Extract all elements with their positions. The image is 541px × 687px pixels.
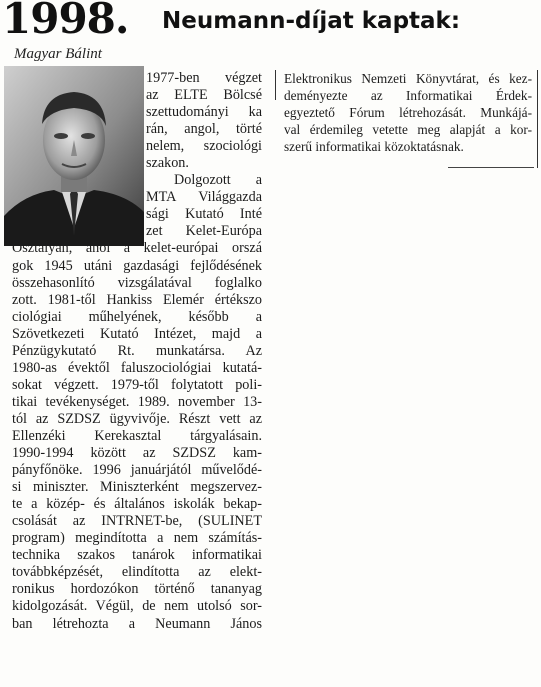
text-line: Ellenzéki Kerekasztal tárgyalásain. <box>12 427 262 444</box>
column-divider <box>275 70 276 100</box>
headline-title: Neumann-díjat kaptak: <box>162 8 461 34</box>
text-line: szettudományi ka <box>146 104 262 121</box>
text-line: az ELTE Bölcsé <box>146 87 262 104</box>
headline <box>0 0 541 44</box>
text-line: ronikus hordozókon történő tananyag <box>12 581 262 598</box>
article-column-1 <box>0 70 262 633</box>
text-line: si miniszter. Miniszterként megszervez- <box>12 479 262 496</box>
text-line: szerű informatikai közoktatásnak. <box>284 139 464 155</box>
text-line: MTA Világgazda <box>146 189 262 206</box>
text-line: te a közép- és általános iskolák bekap- <box>12 496 262 513</box>
text-line: Dolgozott a <box>174 172 262 189</box>
text-line: 1990-1994 között az SZDSZ kam- <box>12 445 262 462</box>
text-line: rán, angol, törté <box>146 121 262 138</box>
text-line: továbbképzését, elindította az elekt- <box>12 564 262 581</box>
text-line: gok 1945 utáni gazdasági fejlődésének <box>12 257 262 274</box>
text-line: 1980-as évektől faluszociológiai kutatá- <box>12 359 262 376</box>
author-name: Magyar Bálint <box>14 46 102 62</box>
text-line: Szövetkezeti Kutató Intézet, majd a <box>12 325 262 342</box>
text-line: Pénzügykutató Rt. munkatársa. Az <box>12 342 262 359</box>
text-line: kidolgozását. Végül, de nem utolsó sor- <box>12 598 262 615</box>
text-line: nelem, szociológi <box>146 138 262 155</box>
text-line: technika szakos tanárok informatikai <box>12 547 262 564</box>
text-line: tikai tevékenységet. 1989. november 13- <box>12 393 262 410</box>
text-line: tól az SZDSZ ügyvivője. Részt vett az <box>12 410 262 427</box>
text-line: pányfőnöke. 1996 januárjától művelődé- <box>12 462 262 479</box>
text-line: szakon. <box>146 155 189 172</box>
column-border <box>537 70 538 168</box>
text-line: 1977-ben végzet <box>146 70 262 86</box>
text-line: ciológiai műhelyének, később a <box>12 308 262 325</box>
text-line: csolását az INTRNET-be, (SULINET <box>12 513 262 530</box>
text-line: Elektronikus Nemzeti Könyvtárat, és kez- <box>284 71 532 86</box>
text-line: ban létrehozta a Neumann János <box>12 615 262 632</box>
text-line: program) megindította a nem számítás- <box>12 530 262 547</box>
headline-year: 1998. <box>2 0 129 43</box>
text-line: zet Kelet-Európa <box>146 223 262 240</box>
article-end-rule <box>448 167 534 168</box>
text-line: val érdemileg vetette meg alapját a kor- <box>284 122 532 138</box>
text-line: sokat végzett. 1979-től folytatott poli- <box>12 376 262 393</box>
article-column-2 <box>284 70 532 155</box>
text-line: zott. 1981-től Hankiss Elemér értékszo <box>12 291 262 308</box>
text-line: egyeztető Fórum létrehozását. Munkájá- <box>284 105 532 121</box>
text-line: deményezte az Informatikai Érdek- <box>284 88 532 104</box>
text-line: Osztályán, ahol a kelet-európai orszá <box>12 240 262 257</box>
text-line: sági Kutató Inté <box>146 206 262 223</box>
text-line: összehasonlító vizsgálatával foglalko <box>12 274 262 291</box>
